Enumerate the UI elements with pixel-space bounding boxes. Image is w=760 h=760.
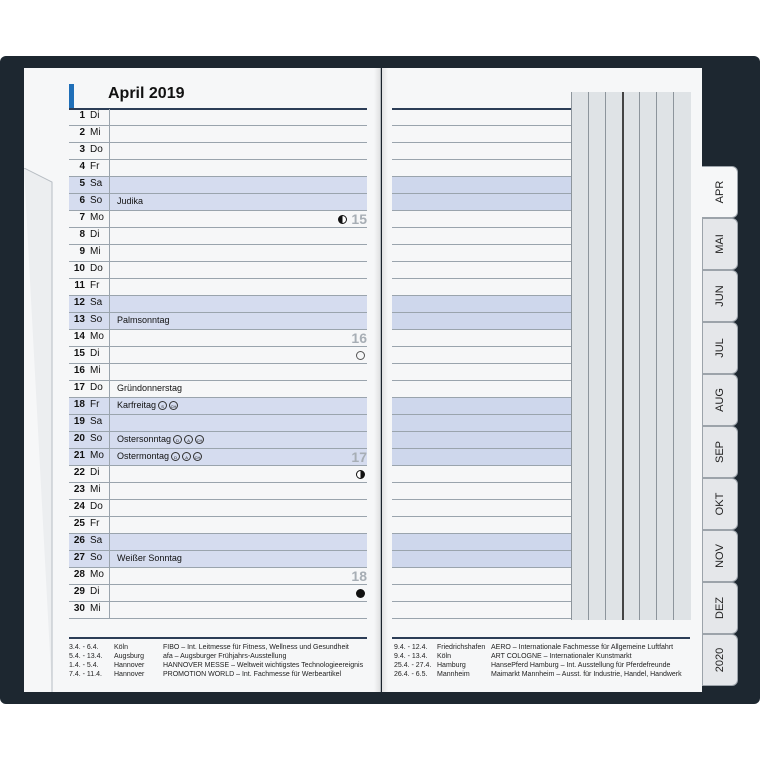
column-divider bbox=[109, 160, 110, 176]
day-row[interactable] bbox=[69, 500, 367, 517]
weekday: Sa bbox=[90, 416, 103, 427]
month-tab-label: 2020 bbox=[714, 647, 726, 673]
weekday: Fr bbox=[90, 280, 100, 291]
first-quarter-moon-icon bbox=[338, 215, 347, 224]
column-divider bbox=[109, 296, 110, 312]
day-row[interactable] bbox=[69, 364, 367, 381]
full-moon-icon bbox=[356, 351, 365, 360]
grid-column bbox=[571, 92, 589, 620]
column-divider bbox=[109, 432, 110, 448]
calendar-week-number: 16 bbox=[351, 330, 367, 346]
day-row[interactable] bbox=[69, 483, 367, 500]
day-row[interactable] bbox=[69, 330, 367, 347]
day-row[interactable] bbox=[69, 568, 367, 585]
column-divider bbox=[109, 483, 110, 499]
day-row[interactable] bbox=[69, 381, 367, 398]
fair-dates: 9.4. - 12.4. bbox=[394, 644, 428, 651]
day-row[interactable] bbox=[69, 194, 367, 211]
day-row[interactable] bbox=[69, 143, 367, 160]
column-divider bbox=[109, 415, 110, 431]
page-gutter bbox=[374, 68, 388, 692]
last-quarter-moon-icon bbox=[356, 470, 365, 479]
fairs-rule-left bbox=[69, 637, 367, 639]
month-tab-label: MAI bbox=[714, 234, 726, 254]
calendar-week-number: 18 bbox=[351, 568, 367, 584]
day-row[interactable] bbox=[69, 449, 367, 466]
holiday-note: Gründonnerstag bbox=[117, 383, 183, 393]
column-divider bbox=[109, 177, 110, 193]
day-row[interactable] bbox=[69, 602, 367, 619]
month-title: April 2019 bbox=[108, 85, 185, 102]
fair-city: Friedrichshafen bbox=[437, 644, 486, 651]
fair-dates: 9.4. - 13.4. bbox=[394, 653, 428, 660]
column-divider bbox=[109, 194, 110, 210]
day-row[interactable] bbox=[69, 398, 367, 415]
calendar-week-number: 15 bbox=[351, 211, 367, 227]
day-row[interactable] bbox=[69, 262, 367, 279]
column-divider bbox=[109, 602, 110, 618]
column-divider bbox=[109, 347, 110, 363]
weekday: Do bbox=[90, 382, 103, 393]
weekday: Fr bbox=[90, 399, 100, 410]
fair-description: HANNOVER MESSE – Weltweit wichtigstes Technologieereignis bbox=[163, 662, 364, 669]
month-tab-label: JUN bbox=[714, 285, 726, 307]
day-number: 25 bbox=[73, 518, 85, 529]
column-divider bbox=[109, 126, 110, 142]
column-divider bbox=[109, 449, 110, 465]
day-number: 9 bbox=[79, 246, 85, 257]
weekday: Do bbox=[90, 501, 103, 512]
column-divider bbox=[109, 381, 110, 397]
weekday: Sa bbox=[90, 297, 103, 308]
month-tab-label: AUG bbox=[714, 388, 726, 412]
weekday: So bbox=[90, 195, 103, 206]
day-row[interactable] bbox=[69, 517, 367, 534]
fair-description: AERO – Internationale Fachmesse für Allgemeine Luftfahrt bbox=[491, 644, 674, 651]
column-divider bbox=[109, 500, 110, 516]
column-divider bbox=[109, 398, 110, 414]
region-mark: A bbox=[184, 435, 193, 444]
day-number: 2 bbox=[79, 127, 85, 138]
weekday: Di bbox=[90, 586, 100, 597]
column-divider bbox=[109, 313, 110, 329]
day-number: 8 bbox=[79, 229, 85, 240]
region-mark: D bbox=[171, 452, 180, 461]
column-divider bbox=[109, 143, 110, 159]
month-tab-label: SEP bbox=[714, 440, 726, 464]
calendar-week-number: 17 bbox=[351, 449, 367, 465]
day-number: 12 bbox=[73, 297, 85, 308]
day-row[interactable] bbox=[69, 534, 367, 551]
fair-description: HansePferd Hamburg – Int. Ausstellung für Pferdefreunde bbox=[491, 662, 671, 669]
fair-city: Hannover bbox=[114, 662, 145, 669]
day-row[interactable] bbox=[69, 126, 367, 143]
day-number: 22 bbox=[73, 467, 85, 478]
weekday: Mo bbox=[90, 331, 104, 342]
day-number: 27 bbox=[73, 552, 85, 563]
region-mark: D bbox=[173, 435, 182, 444]
month-tab-label: OKT bbox=[714, 492, 726, 516]
fair-city: Mannheim bbox=[437, 671, 470, 678]
month-color-bar bbox=[69, 84, 74, 108]
day-number: 5 bbox=[79, 178, 85, 189]
column-divider bbox=[109, 330, 110, 346]
day-row[interactable] bbox=[69, 347, 367, 364]
fair-city: Hamburg bbox=[437, 662, 466, 669]
day-number: 17 bbox=[73, 382, 85, 393]
month-tab-apr[interactable] bbox=[702, 166, 738, 218]
month-tab-jun[interactable] bbox=[702, 270, 738, 322]
region-mark: A bbox=[182, 452, 191, 461]
month-tab-okt[interactable] bbox=[702, 478, 738, 530]
month-tab-sep[interactable] bbox=[702, 426, 738, 478]
holiday-note: Palmsonntag bbox=[117, 315, 170, 325]
day-row[interactable] bbox=[69, 415, 367, 432]
fair-dates: 5.4. - 13.4. bbox=[69, 653, 103, 660]
month-tab-nov[interactable] bbox=[702, 530, 738, 582]
month-tab-aug[interactable] bbox=[702, 374, 738, 426]
fairs-rule-right bbox=[392, 637, 690, 639]
weekday: So bbox=[90, 314, 103, 325]
weekday: Mi bbox=[90, 603, 101, 614]
day-number: 23 bbox=[73, 484, 85, 495]
column-divider bbox=[109, 109, 110, 125]
day-row[interactable] bbox=[69, 160, 367, 177]
fair-city: Augsburg bbox=[114, 653, 144, 660]
weekday: Di bbox=[90, 348, 100, 359]
day-number: 18 bbox=[73, 399, 85, 410]
weekday: Mo bbox=[90, 450, 104, 461]
column-divider bbox=[109, 279, 110, 295]
day-number: 4 bbox=[79, 161, 85, 172]
day-number: 30 bbox=[73, 603, 85, 614]
day-row[interactable] bbox=[69, 585, 367, 602]
column-divider bbox=[109, 364, 110, 380]
day-number: 14 bbox=[73, 331, 85, 342]
month-tab-2020[interactable] bbox=[702, 634, 738, 686]
weekday: Mo bbox=[90, 569, 104, 580]
fair-city: Köln bbox=[114, 644, 129, 651]
fair-dates: 25.4. - 27.4. bbox=[394, 662, 432, 669]
day-number: 1 bbox=[79, 110, 85, 121]
column-divider bbox=[109, 245, 110, 261]
month-tab-dez[interactable] bbox=[702, 582, 738, 634]
fair-dates: 3.4. - 6.4. bbox=[69, 644, 99, 651]
left-page-flap bbox=[24, 168, 56, 692]
day-number: 28 bbox=[73, 569, 85, 580]
holiday-note: Judika bbox=[117, 196, 144, 206]
day-row[interactable] bbox=[69, 551, 367, 568]
day-row[interactable] bbox=[69, 109, 367, 126]
fair-city: Hannover bbox=[114, 671, 145, 678]
fair-dates: 7.4. - 11.4. bbox=[69, 671, 102, 678]
fair-dates: 1.4. - 5.4. bbox=[69, 662, 99, 669]
fair-description: afa – Augsburger Frühjahrs-Ausstellung bbox=[163, 653, 287, 660]
day-number: 20 bbox=[73, 433, 85, 444]
column-divider bbox=[109, 534, 110, 550]
day-number: 19 bbox=[73, 416, 85, 427]
fair-description: Maimarkt Mannheim – Ausst. für Industrie, Handel, Handwerk bbox=[491, 671, 682, 678]
weekday: Mi bbox=[90, 365, 101, 376]
day-row[interactable] bbox=[69, 296, 367, 313]
weekday: Sa bbox=[90, 535, 103, 546]
fair-description: PROMOTION WORLD – Int. Fachmesse für Werbeartikel bbox=[163, 671, 342, 678]
day-number: 13 bbox=[73, 314, 85, 325]
day-row[interactable] bbox=[69, 228, 367, 245]
month-tab-mai[interactable] bbox=[702, 218, 738, 270]
column-divider bbox=[109, 585, 110, 601]
column-divider bbox=[109, 211, 110, 227]
day-number: 16 bbox=[73, 365, 85, 376]
column-divider bbox=[109, 568, 110, 584]
weekday: Sa bbox=[90, 178, 103, 189]
month-tab-label: DEZ bbox=[714, 597, 726, 619]
weekday: Di bbox=[90, 110, 100, 121]
day-number: 7 bbox=[79, 212, 85, 223]
weekday: Di bbox=[90, 467, 100, 478]
day-number: 3 bbox=[79, 144, 85, 155]
grid-column bbox=[639, 92, 657, 620]
column-divider bbox=[109, 517, 110, 533]
weekday: So bbox=[90, 552, 103, 563]
fair-description: ART COLOGNE – Internationaler Kunstmarkt bbox=[491, 653, 632, 660]
grid-column bbox=[605, 92, 623, 620]
day-row[interactable] bbox=[69, 466, 367, 483]
day-row[interactable] bbox=[69, 432, 367, 449]
grid-column bbox=[673, 92, 691, 620]
weekday: So bbox=[90, 433, 103, 444]
day-number: 29 bbox=[73, 586, 85, 597]
month-tab-label: NOV bbox=[714, 544, 726, 568]
month-tab-jul[interactable] bbox=[702, 322, 738, 374]
region-mark: CH bbox=[195, 435, 204, 444]
day-number: 21 bbox=[73, 450, 85, 461]
grid-column bbox=[588, 92, 606, 620]
fair-dates: 26.4. - 6.5. bbox=[394, 671, 428, 678]
day-row[interactable] bbox=[69, 313, 367, 330]
day-row[interactable] bbox=[69, 279, 367, 296]
holiday-note: Weißer Sonntag bbox=[117, 553, 182, 563]
day-row[interactable] bbox=[69, 245, 367, 262]
weekday: Mi bbox=[90, 246, 101, 257]
region-mark: S bbox=[158, 401, 167, 410]
day-number: 11 bbox=[74, 280, 85, 291]
fair-description: FIBO – Int. Leitmesse für Fitness, Wellness und Gesundheit bbox=[163, 644, 349, 651]
holiday-note: Ostersonntag D A CH bbox=[117, 434, 203, 444]
column-divider bbox=[109, 262, 110, 278]
column-divider bbox=[109, 466, 110, 482]
region-mark: CH bbox=[193, 452, 202, 461]
weekday: Fr bbox=[90, 518, 100, 529]
day-number: 15 bbox=[73, 348, 85, 359]
new-moon-icon bbox=[356, 589, 365, 598]
weekday: Mi bbox=[90, 127, 101, 138]
day-number: 24 bbox=[73, 501, 85, 512]
holiday-note: Ostermontag D A CH bbox=[117, 451, 201, 461]
weekday: Do bbox=[90, 263, 103, 274]
fair-city: Köln bbox=[437, 653, 452, 660]
holiday-note: Karfreitag S CH bbox=[117, 400, 177, 410]
region-mark: CH bbox=[169, 401, 178, 410]
column-divider bbox=[109, 551, 110, 567]
day-number: 26 bbox=[73, 535, 85, 546]
day-number: 6 bbox=[79, 195, 85, 206]
grid-column bbox=[656, 92, 674, 620]
day-row[interactable] bbox=[69, 177, 367, 194]
weekday: Fr bbox=[90, 161, 100, 172]
weekday: Di bbox=[90, 229, 100, 240]
day-number: 10 bbox=[73, 263, 85, 274]
weekday: Do bbox=[90, 144, 103, 155]
month-tab-label: APR bbox=[713, 180, 726, 204]
column-divider bbox=[109, 228, 110, 244]
day-row[interactable] bbox=[69, 211, 367, 228]
month-tab-label: JUL bbox=[714, 338, 726, 358]
weekday: Mi bbox=[90, 484, 101, 495]
weekday: Mo bbox=[90, 212, 104, 223]
